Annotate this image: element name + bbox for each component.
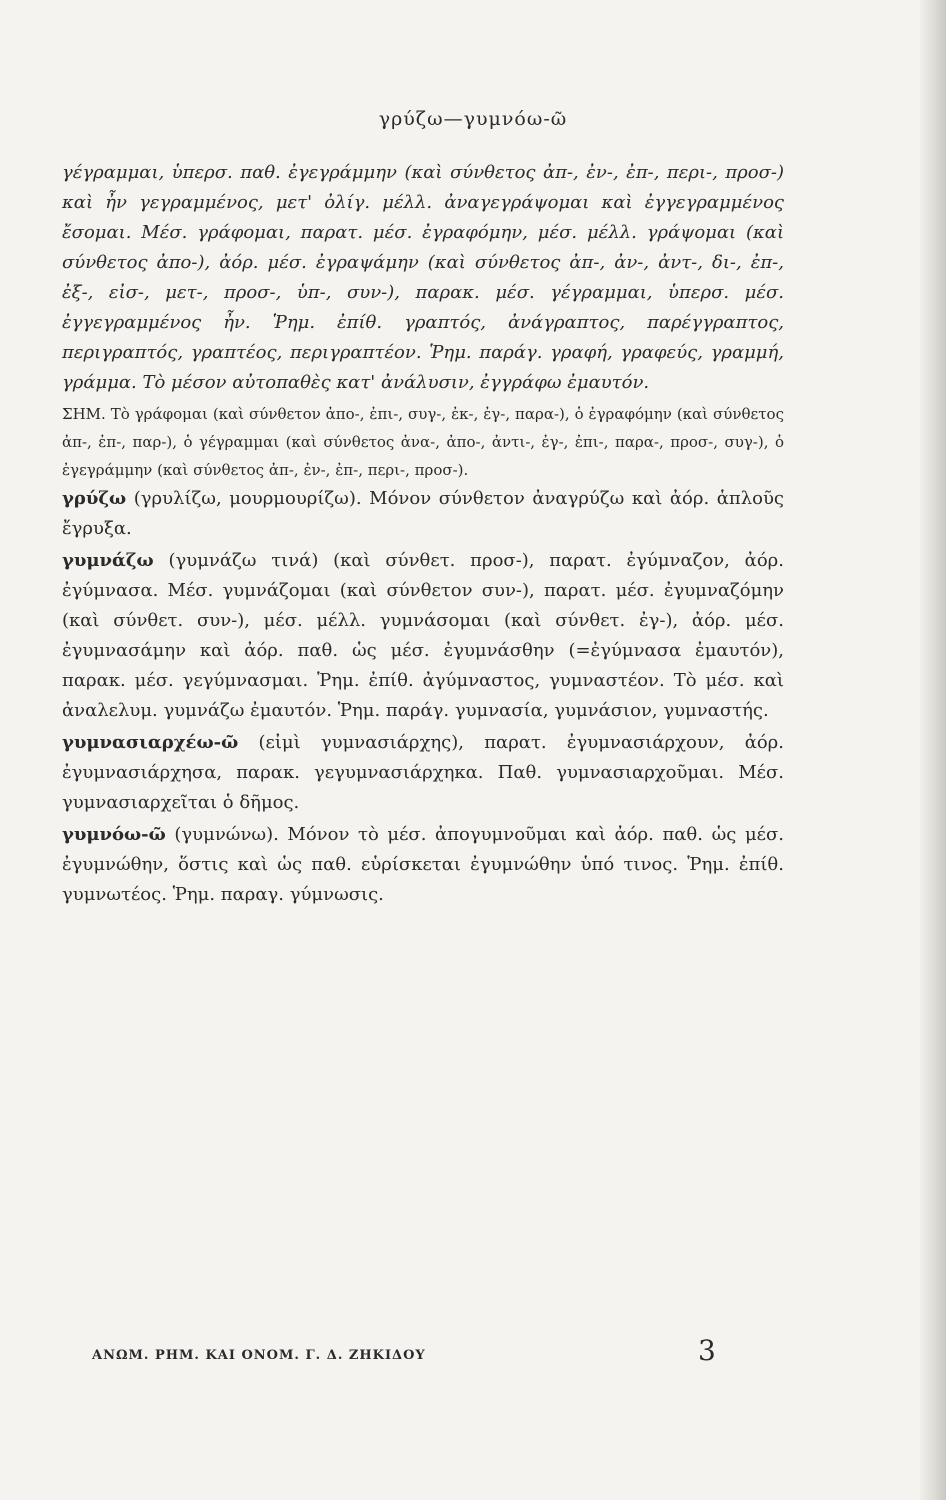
main-text (62, 158, 784, 910)
entry-body: (γυμνώνω). Μόνον τὸ μέσ. ἀπογυμνοῦμαι καὶ ἀόρ. παθ. ὡς μέσ. ἐγυμνώθην, ὅστις καὶ ὡς παθ. εὑρίσκεται ἐγυμνώθην ὑπό τινος. Ῥημ. ἐπίθ. γυμνωτέος. Ῥημ. παραγ. γύμνωσις. (62, 824, 784, 905)
note-paragraph: ΣΗΜ. Τὸ γράφομαι (καὶ σύνθετον ἀπο-, ἐπι-, συγ-, ἐκ-, ἐγ-, παρα-), ὁ ἐγραφόμην (καὶ σύνθετος ἀπ-, ἐπ-, παρ-), ὁ γέγραμμαι (καὶ σύνθετος ἀνα-, ἀπο-, ἀντι-, ἐγ-, ἐπι-, παρα-, προσ-, συγ-), ὁ ἐγεγράμμην (καὶ σύνθετος ἀπ-, ἐν-, ἐπ-, περι-, προσ-). (62, 405, 784, 479)
page-edge-shadow (920, 0, 946, 1500)
entry-body: (γρυλίζω, μουρμουρίζω). Μόνον σύνθετον ἀναγρύζω καὶ ἀόρ. ἁπλοῦς ἔγρυξα. (62, 488, 785, 539)
signature-footer: ΑΝΩΜ. ΡΗΜ. ΚΑΙ ΟΝΟΜ. Γ. Δ. ΖΗΚΙΔΟΥ (92, 1348, 426, 1363)
entry-headword: γρύζω (62, 488, 127, 509)
dictionary-entry-gymnoo (62, 820, 784, 910)
running-header: γρύζω—γυμνόω-ῶ (378, 108, 568, 130)
dictionary-entry-gryzo (62, 484, 784, 544)
dictionary-entry-gymnasiarcheo (62, 728, 784, 818)
dictionary-entry-gymnazo (62, 546, 784, 726)
continuation-paragraph: γέγραμμαι, ὑπερσ. παθ. ἐγεγράμμην (καὶ σύνθετος ἀπ-, ἐν-, ἐπ-, περι-, προσ-) καὶ ἦν γεγραμμένος, μετ' ὀλίγ. μέλλ. ἀναγεγράψομαι καὶ ἐγγεγραμμένος ἔσομαι. Μέσ. γράφομαι, παρατ. μέσ. ἐγραφόμην, μέσ. μέλλ. γράψομαι (καὶ σύνθετος ἀπο-), ἀόρ. μέσ. ἐγραψάμην (καὶ σύνθετος ἀπ-, ἀν-, ἀντ-, δι-, ἐπ-, ἐξ-, εἰσ-, μετ-, προσ-, ὑπ-, συν-), παρακ. μέσ. γέγραμμαι, ὑπερσ. μέσ. ἐγγεγραμμένος ἦν. Ῥημ. ἐπίθ. γραπτός, ἀνάγραπτος, παρέγγραπτος, περιγραπτός, γραπτέος, περιγραπτέον. Ῥημ. παράγ. γραφή, γραφεύς, γραμμή, γράμμα. Τὸ μέσον αὐτοπαθὲς κατ' ἀνάλυσιν, ἐγγράφω ἐμαυτόν. (62, 162, 784, 393)
page-number: 3 (698, 1334, 716, 1367)
entry-body: (εἰμὶ γυμνασιάρχης), παρατ. ἐγυμνασιάρχουν, ἀόρ. ἐγυμνασιάρχησα, παρακ. γεγυμνασιάρχηκα. Παθ. γυμνασιαρχοῦμαι. Μέσ. γυμνασιαρχεῖται ὁ δῆμος. (62, 732, 784, 813)
entry-headword: γυμνασιαρχέω-ῶ (62, 732, 239, 753)
entry-headword: γυμνόω-ῶ (62, 824, 166, 845)
entry-body: (γυμνάζω τινά) (καὶ σύνθετ. προσ-), παρατ. ἐγύμναζον, ἀόρ. ἐγύμνασα. Μέσ. γυμνάζομαι (καὶ σύνθετον συν-), παρατ. μέσ. ἐγυμναζόμην (καὶ σύνθετ. συν-), μέσ. μέλλ. γυμνάσομαι (καὶ σύνθετ. ἐγ-), ἀόρ. μέσ. ἐγυμνασάμην καὶ ἀόρ. παθ. ὡς μέσ. ἐγυμνάσθην (=ἐγύμνασα ἐμαυτόν), παρακ. μέσ. γεγύμνασμαι. Ῥημ. ἐπίθ. ἀγύμναστος, γυμναστέον. Τὸ μέσ. καὶ ἀναλελυμ. γυμνάζω ἐμαυτόν. Ῥημ. παράγ. γυμνασία, γυμνάσιον, γυμναστής. (62, 550, 784, 721)
entry-headword: γυμνάζω (62, 550, 154, 571)
